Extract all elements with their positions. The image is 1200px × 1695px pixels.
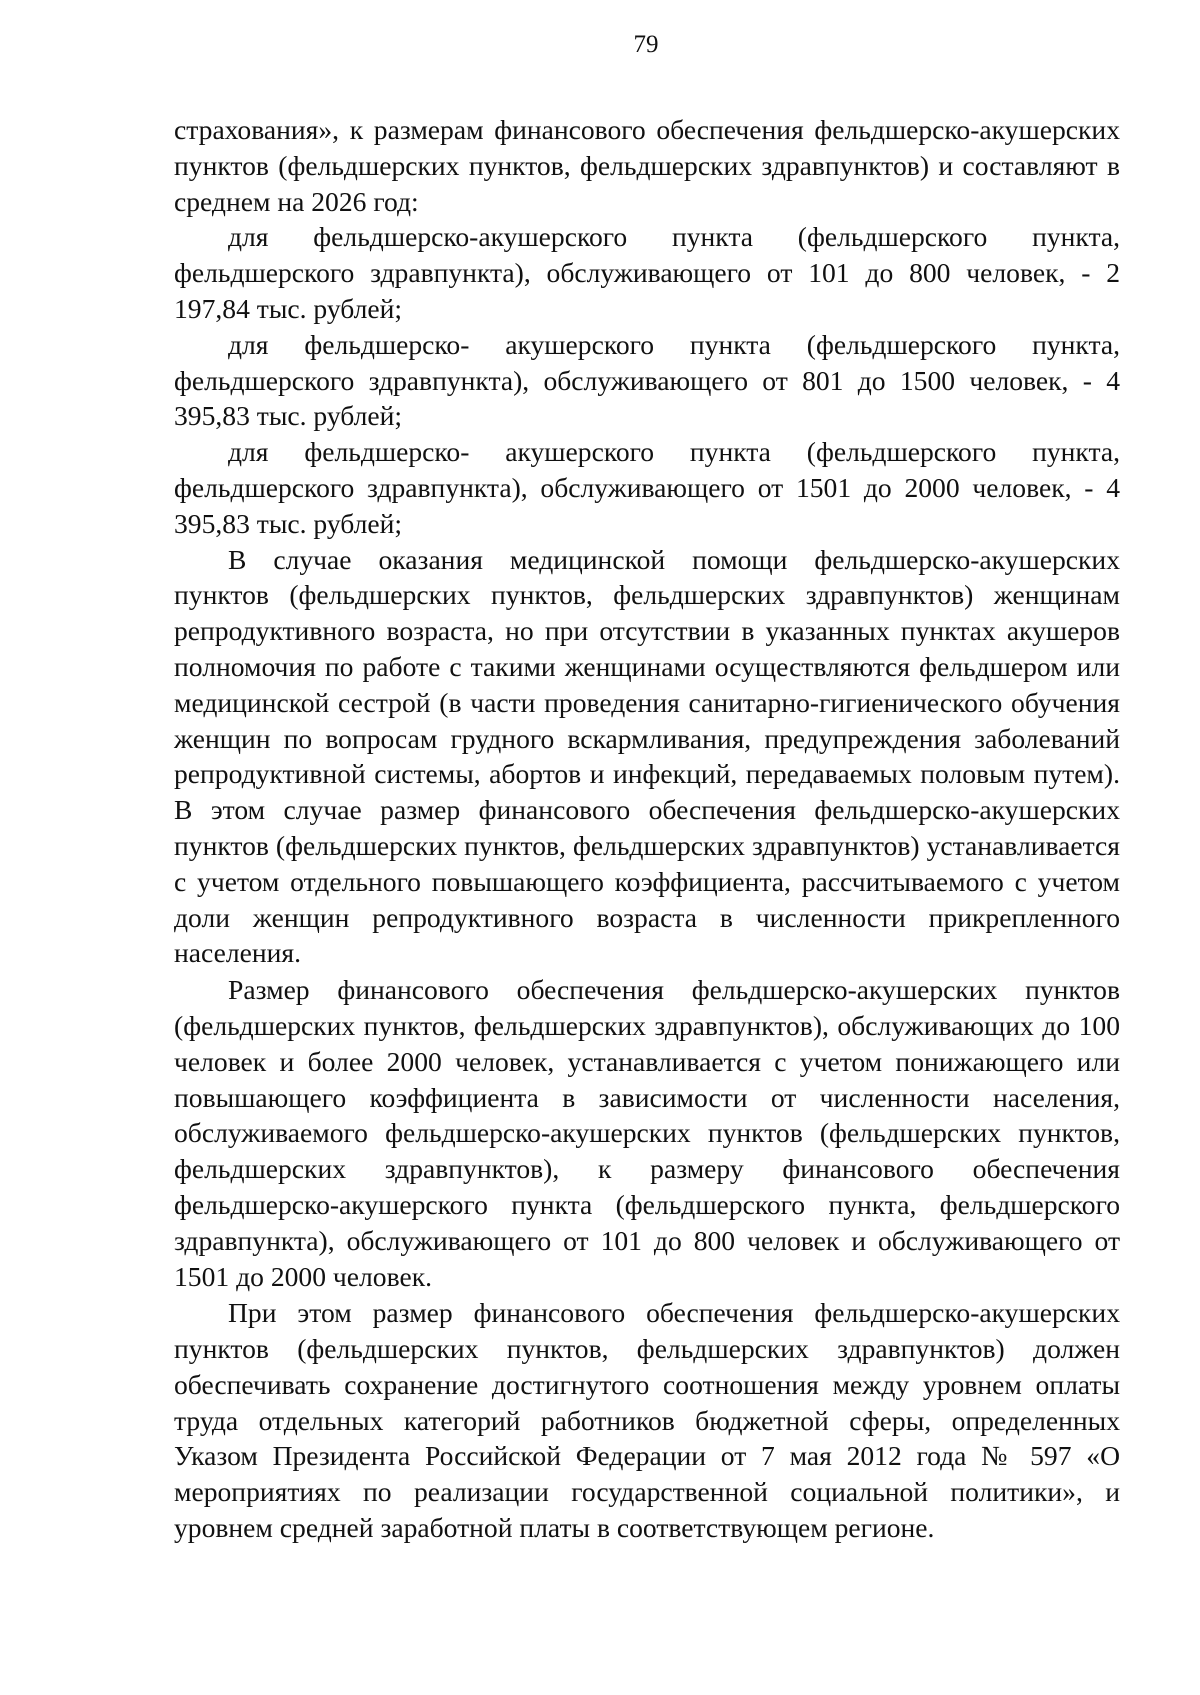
document-body [174,112,1120,1546]
page-number: 79 [633,31,659,58]
paragraph-adjustment-coefficient: Размер финансового обеспечения фельдшерско-акушерских пунктов (фельдшерских пунктов, фельдшерских здравпунктов), обслуживающих до 100 человек и более 2000 человек, устанавливается с учетом понижающего или повышающего коэффициента в зависимости от численности населения, обслуживаемого фельдшерско-акушерских пунктов (фельдшерских пунктов, фельдшерских здравпунктов), к размеру финансового обеспечения фельдшерско-акушерского пункта (фельдшерского пункта, фельдшерского здравпункта), обслуживающего от 101 до 800 человек и обслуживающего от 1501 до 2000 человек. [174,974,1120,1292]
list-item-fap-101-800: для фельдшерско-акушерского пункта (фельдшерского пункта, фельдшерского здравпункта), обслуживающего от 101 до 800 человек, - 2 197,84 тыс. рублей; [174,221,1120,324]
paragraph-continuation: страхования», к размерам финансового обеспечения фельдшерско-акушерских пунктов (фельдшерских пунктов, фельдшерских здравпунктов) и составляют в среднем на 2026 год: [174,114,1120,217]
list-item-fap-1501-2000: для фельдшерско- акушерского пункта (фельдшерского пункта, фельдшерского здравпункта), обслуживающего от 1501 до 2000 человек, - 4 395,83 тыс. рублей; [174,436,1120,539]
paragraph-reproductive-age-women: В случае оказания медицинской помощи фельдшерско-акушерских пунктов (фельдшерских пунктов, фельдшерских здравпунктов) женщинам репродуктивного возраста, но при отсутствии в указанных пунктах акушеров полномочия по работе с такими женщинами осуществляются фельдшером или медицинской сестрой (в части проведения санитарно-гигиенического обучения женщин по вопросам грудного вскармливания, предупреждения заболеваний репродуктивной системы, абортов и инфекций, передаваемых половым путем). В этом случае размер финансового обеспечения фельдшерско-акушерских пунктов (фельдшерских пунктов, фельдшерских здравпунктов) устанавливается с учетом отдельного повышающего коэффициента, рассчитываемого с учетом доли женщин репродуктивного возраста в численности прикрепленного населения. [174,543,1120,969]
paragraph-presidential-decree: При этом размер финансового обеспечения фельдшерско-акушерских пунктов (фельдшерских пунктов, фельдшерских здравпунктов) должен обеспечивать сохранение достигнутого соотношения между уровнем оплаты труда отдельных категорий работников бюджетной сферы, определенных Указом Президента Российской Федерации от 7 мая 2012 года № 597 «О мероприятиях по реализации государственной социальной политики», и уровнем средней заработной платы в соответствующем регионе. [174,1297,1120,1544]
list-item-fap-801-1500: для фельдшерско- акушерского пункта (фельдшерского пункта, фельдшерского здравпункта), обслуживающего от 801 до 1500 человек, - 4 395,83 тыс. рублей; [174,328,1120,432]
